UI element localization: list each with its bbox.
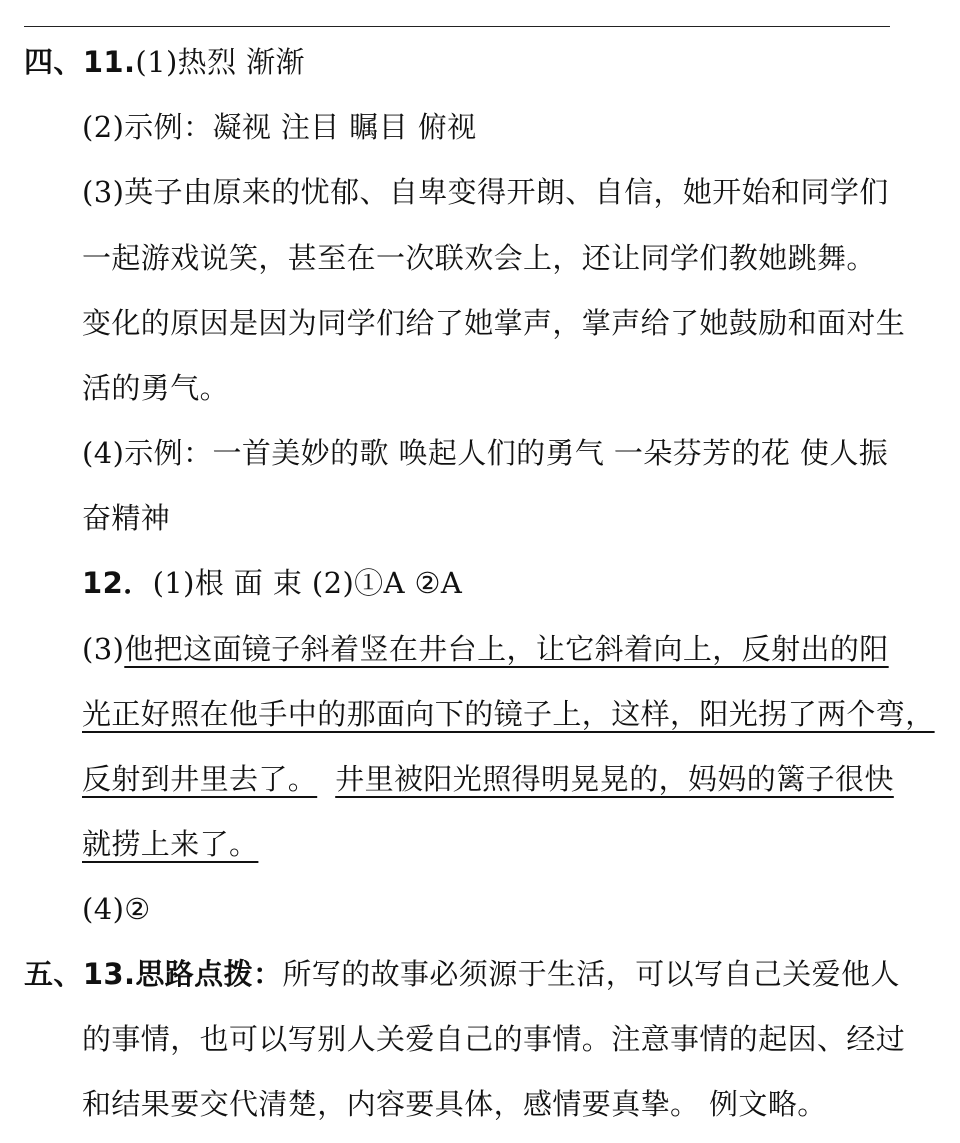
q12-part3-underlined-1: 他把这面镜子斜着竖在井台上，让它斜着向上，反射出的阳 bbox=[124, 632, 889, 666]
q11-part3-line2: 一起游戏说笑，甚至在一次联欢会上，还让同学们教她跳舞。 bbox=[82, 241, 876, 275]
q12-part3-underlined-3b: 井里被阳光照得明晃晃的，妈妈的篱子很快 bbox=[335, 762, 894, 796]
q12-part3-underlined-4: 就捞上来了。 bbox=[82, 827, 259, 861]
top-rule bbox=[24, 26, 890, 27]
q12-part4: (4)② bbox=[82, 892, 151, 926]
q11-line-1 bbox=[24, 42, 305, 82]
q11-part3-line4: 活的勇气。 bbox=[82, 371, 230, 405]
q11-part3-line3: 变化的原因是因为同学们给了她掌声，掌声给了她鼓励和面对生 bbox=[82, 306, 906, 340]
q12-part3-underlined-3a: 反射到井里去了。 bbox=[82, 762, 318, 796]
q13-text-1: 所写的故事必须源于生活，可以写自己关爱他人 bbox=[282, 957, 900, 991]
q12-number: 12． bbox=[82, 566, 153, 600]
q11-part4-line1: (4)示例：一首美妙的歌 唤起人们的勇气 一朵芬芳的花 使人振 bbox=[82, 436, 889, 470]
q13-line-1 bbox=[24, 954, 900, 994]
q12-part3-underlined-2: 光正好照在他手中的那面向下的镜子上，这样，阳光拐了两个弯， bbox=[82, 697, 935, 731]
q12-part3-line1 bbox=[82, 629, 889, 669]
q11-part1: (1)热烈 渐渐 bbox=[135, 45, 305, 79]
q12-part3-line3 bbox=[82, 759, 894, 799]
q12-line-1 bbox=[82, 563, 462, 603]
q11-part3-line1: (3)英子由原来的忧郁、自卑变得开朗、自信，她开始和同学们 bbox=[82, 175, 889, 209]
q13-label: 13.思路点拨： bbox=[82, 957, 283, 991]
q11-part2: (2)示例：凝视 注目 瞩目 俯视 bbox=[82, 110, 477, 144]
q12-part1-2: (1)根 面 束 (2)①A ②A bbox=[152, 566, 463, 600]
q11-part4-line2: 奋精神 bbox=[82, 501, 171, 535]
section-five-marker: 五、 bbox=[24, 957, 83, 991]
q13-text-3: 和结果要交代清楚，内容要具体，感情要真挚。 例文略。 bbox=[82, 1087, 827, 1121]
q12-part3-prefix: (3) bbox=[82, 632, 125, 666]
q11-number: 11. bbox=[82, 45, 136, 79]
q13-text-2: 的事情，也可以写别人关爱自己的事情。注意事情的起因、经过 bbox=[82, 1022, 906, 1056]
section-four-marker: 四、 bbox=[24, 45, 83, 79]
